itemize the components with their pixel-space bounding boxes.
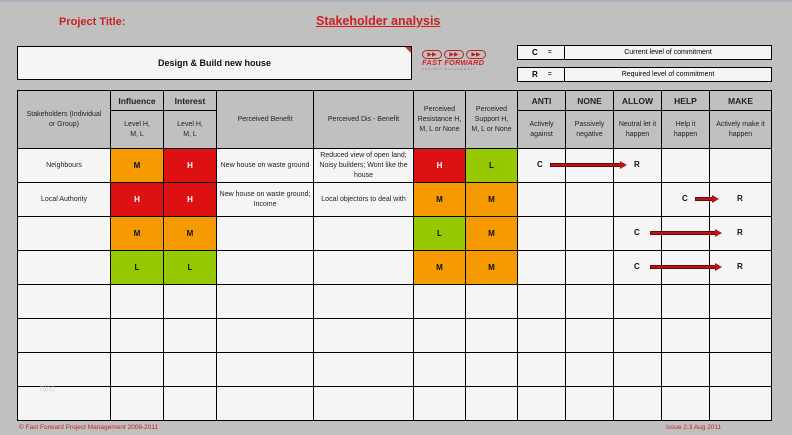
stakeholder-cell[interactable] (18, 387, 111, 421)
watermark: blog (40, 384, 56, 393)
support-cell[interactable] (466, 353, 518, 387)
header-interest: Interest (164, 91, 217, 111)
table-row (18, 319, 772, 353)
benefit-cell[interactable] (217, 353, 314, 387)
resistance-cell[interactable] (414, 285, 466, 319)
comment-indicator-icon (405, 47, 411, 53)
allow-cell[interactable] (614, 183, 662, 217)
interest-cell[interactable]: H (164, 183, 217, 217)
top-border (0, 0, 792, 2)
support-cell[interactable] (466, 285, 518, 319)
interest-cell[interactable] (164, 353, 217, 387)
commitment-arrow-icon (650, 230, 722, 236)
help-cell[interactable] (662, 387, 710, 421)
header-help: HELP (662, 91, 710, 111)
stakeholder-cell[interactable] (18, 319, 111, 353)
benefit-cell[interactable] (217, 285, 314, 319)
benefit-cell[interactable] (217, 251, 314, 285)
none-cell[interactable] (566, 217, 614, 251)
subheader-help: Help it happen (662, 111, 710, 149)
disbenefit-cell[interactable] (314, 285, 414, 319)
influence-cell[interactable]: H (111, 183, 164, 217)
influence-cell[interactable] (111, 319, 164, 353)
project-name-text: Design & Build new house (157, 58, 271, 68)
legend-key: C (532, 48, 538, 57)
support-cell[interactable] (466, 319, 518, 353)
table-row (18, 149, 772, 183)
fast-forward-logo (422, 50, 494, 72)
support-cell[interactable]: L (466, 149, 518, 183)
resistance-cell[interactable]: H (414, 149, 466, 183)
stakeholder-cell[interactable]: Local Authority (18, 183, 111, 217)
resistance-cell[interactable]: M (414, 183, 466, 217)
issue-footer: Issue 2.3 Aug 2011 (666, 424, 722, 431)
current-marker: C (634, 228, 640, 237)
commitment-arrow-icon (650, 264, 722, 270)
required-marker: R (634, 160, 640, 169)
legend-description: Required level of commitment (565, 67, 772, 82)
influence-cell[interactable] (111, 285, 164, 319)
current-marker: C (634, 262, 640, 271)
header-anti: ANTI (518, 91, 566, 111)
disbenefit-cell[interactable] (314, 251, 414, 285)
benefit-cell[interactable] (217, 387, 314, 421)
stakeholder-table (17, 90, 772, 421)
make-cell[interactable] (710, 285, 772, 319)
support-cell[interactable]: M (466, 217, 518, 251)
document-title: Stakeholder analysis (316, 14, 441, 28)
disbenefit-cell[interactable] (314, 217, 414, 251)
allow-cell[interactable] (614, 285, 662, 319)
disbenefit-cell[interactable]: Reduced view of open land; Noisy builders; Wont like the house (314, 149, 414, 183)
help-cell[interactable] (662, 285, 710, 319)
resistance-cell[interactable] (414, 319, 466, 353)
disbenefit-cell[interactable]: Local objectors to deal with (314, 183, 414, 217)
subheader-anti: Actively against (518, 111, 566, 149)
required-marker: R (737, 262, 743, 271)
subheader-influence-level: Level H, M, L (111, 111, 164, 149)
allow-cell[interactable] (614, 319, 662, 353)
help-cell[interactable] (662, 353, 710, 387)
header-allow: ALLOW (614, 91, 662, 111)
allow-cell[interactable] (614, 387, 662, 421)
current-marker: C (682, 194, 688, 203)
anti-cell[interactable] (518, 251, 566, 285)
none-cell[interactable] (566, 285, 614, 319)
influence-cell[interactable] (111, 387, 164, 421)
current-marker: C (537, 160, 543, 169)
none-cell[interactable] (566, 183, 614, 217)
make-cell[interactable] (710, 149, 772, 183)
anti-cell[interactable] (518, 353, 566, 387)
interest-cell[interactable] (164, 285, 217, 319)
make-cell[interactable] (710, 387, 772, 421)
copyright-footer: © Fast Forward Project Management 2008-2011 (19, 424, 159, 431)
stakeholder-cell[interactable] (18, 285, 111, 319)
header-support: Perceived Support H, M, L or None (466, 91, 518, 149)
disbenefit-cell[interactable] (314, 319, 414, 353)
influence-cell[interactable]: M (111, 217, 164, 251)
legend-equals: = (547, 71, 552, 78)
stakeholder-cell[interactable] (18, 251, 111, 285)
subheader-allow: Neutral let it happen (614, 111, 662, 149)
anti-cell[interactable] (518, 183, 566, 217)
legend-required (517, 67, 772, 82)
make-cell[interactable] (710, 319, 772, 353)
interest-cell[interactable] (164, 319, 217, 353)
none-cell[interactable] (566, 251, 614, 285)
none-cell[interactable] (566, 387, 614, 421)
none-cell[interactable] (566, 353, 614, 387)
project-name-field[interactable] (17, 46, 412, 80)
header-disbenefit: Perceived Dis - Benefit (314, 91, 414, 149)
table-row (18, 183, 772, 217)
influence-cell[interactable]: L (111, 251, 164, 285)
table-row (18, 353, 772, 387)
help-cell[interactable] (662, 149, 710, 183)
header-influence: Influence (111, 91, 164, 111)
benefit-cell[interactable] (217, 319, 314, 353)
logo-name: FAST FORWARD (422, 58, 485, 67)
legend-current (517, 45, 772, 60)
subheader-none: Passively negative (566, 111, 614, 149)
required-marker: R (737, 228, 743, 237)
stakeholder-cell[interactable] (18, 217, 111, 251)
influence-cell[interactable] (111, 353, 164, 387)
benefit-cell[interactable]: New house on waste ground (217, 149, 314, 183)
table-row (18, 387, 772, 421)
resistance-cell[interactable]: L (414, 217, 466, 251)
support-cell[interactable]: M (466, 251, 518, 285)
legend-description: Current level of commitment (565, 45, 772, 60)
benefit-cell[interactable] (217, 217, 314, 251)
benefit-cell[interactable]: New house on waste ground; Income (217, 183, 314, 217)
resistance-cell[interactable]: M (414, 251, 466, 285)
fast-forward-circles-icon: ▶▶ ▶▶ ▶▶ (422, 50, 494, 59)
subheader-make: Actively make it happen (710, 111, 772, 149)
project-title-label: Project Title: (59, 16, 126, 28)
allow-cell[interactable] (614, 353, 662, 387)
interest-cell[interactable]: M (164, 217, 217, 251)
make-cell[interactable] (710, 353, 772, 387)
resistance-cell[interactable] (414, 353, 466, 387)
legend-key: R (532, 70, 538, 79)
anti-cell[interactable] (518, 387, 566, 421)
stakeholder-cell[interactable] (18, 353, 111, 387)
anti-cell[interactable] (518, 319, 566, 353)
legend-equals: = (547, 49, 552, 56)
interest-cell[interactable]: L (164, 251, 217, 285)
table-row (18, 285, 772, 319)
support-cell[interactable] (466, 387, 518, 421)
disbenefit-cell[interactable] (314, 387, 414, 421)
header-benefit: Perceived Benefit (217, 91, 314, 149)
commitment-arrow-icon (550, 162, 627, 168)
stakeholder-cell[interactable]: Neighbours (18, 149, 111, 183)
support-cell[interactable]: M (466, 183, 518, 217)
anti-cell[interactable] (518, 285, 566, 319)
none-cell[interactable] (566, 319, 614, 353)
header-stakeholders: Stakeholders (Individual or Group) (18, 91, 111, 149)
header-resistance: Perceived Resistance H, M, L or None (414, 91, 466, 149)
resistance-cell[interactable] (414, 387, 466, 421)
required-marker: R (737, 194, 743, 203)
interest-cell[interactable]: H (164, 149, 217, 183)
help-cell[interactable] (662, 319, 710, 353)
subheader-interest-level: Level H, M, L (164, 111, 217, 149)
commitment-arrow-icon (695, 196, 719, 202)
influence-cell[interactable]: M (111, 149, 164, 183)
anti-cell[interactable] (518, 217, 566, 251)
interest-cell[interactable] (164, 387, 217, 421)
header-make: MAKE (710, 91, 772, 111)
disbenefit-cell[interactable] (314, 353, 414, 387)
header-none: NONE (566, 91, 614, 111)
logo-subtitle: PROJECT MANAGEMENT (422, 67, 477, 71)
